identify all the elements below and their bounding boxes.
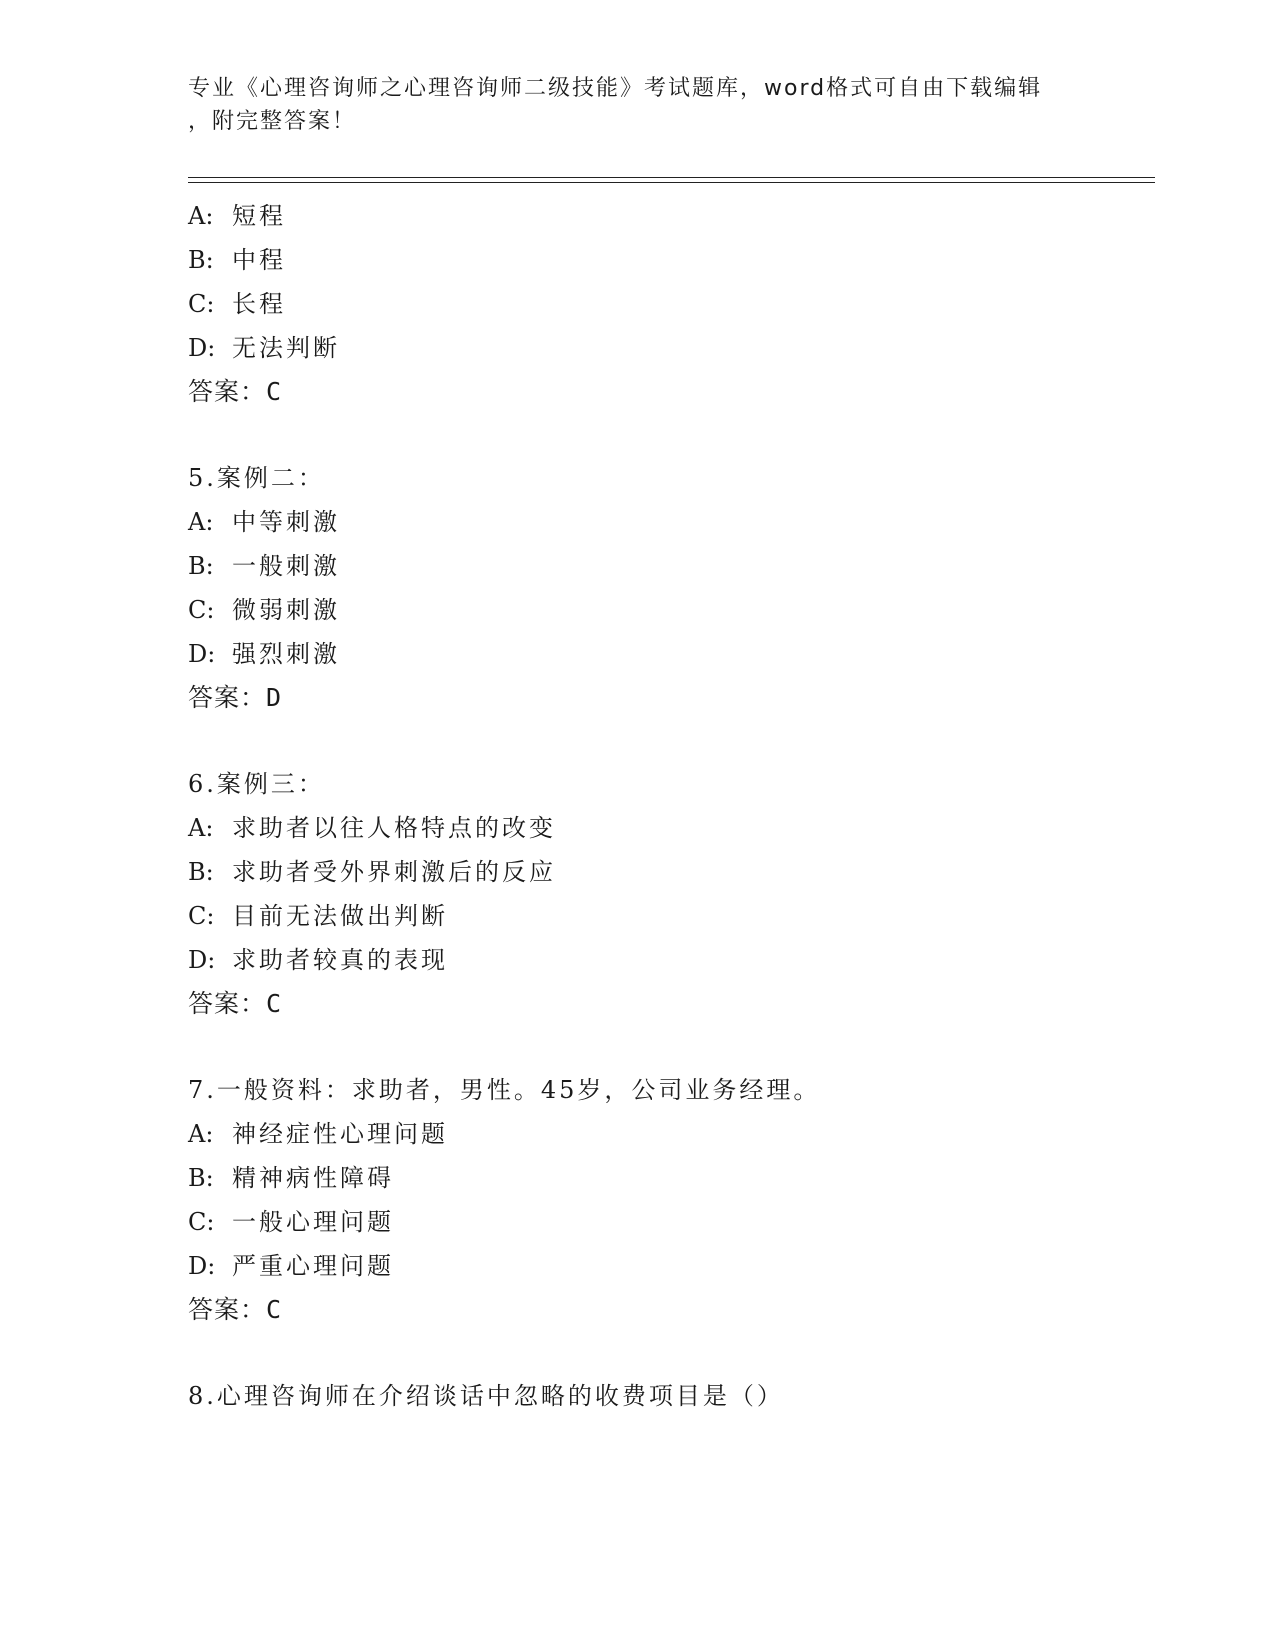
option-letter: C:	[188, 290, 215, 318]
option-letter: A:	[188, 508, 214, 536]
option-text: 强烈刺激	[232, 640, 340, 668]
option-letter: B:	[188, 246, 214, 274]
option-letter: D:	[188, 1252, 216, 1280]
answer-label: 答案：	[188, 989, 267, 1018]
answer-7	[188, 1290, 282, 1326]
answer-label: 答案：	[188, 377, 267, 406]
option-4b	[188, 240, 286, 275]
option-text: 短程	[232, 202, 286, 230]
option-4c	[188, 284, 286, 319]
option-text: 神经症性心理问题	[232, 1120, 448, 1148]
answer-value: C	[266, 989, 283, 1018]
option-7b	[188, 1158, 394, 1193]
option-letter: C:	[188, 902, 215, 930]
answer-value: C	[266, 377, 283, 406]
option-4a	[188, 196, 286, 231]
answer-5	[188, 678, 282, 714]
header-rule-bottom	[188, 182, 1155, 183]
option-5d	[188, 634, 340, 669]
option-text: 严重心理问题	[232, 1252, 394, 1280]
option-text: 目前无法做出判断	[232, 902, 448, 930]
option-4d	[188, 328, 340, 363]
option-letter: A:	[188, 814, 214, 842]
option-6b	[188, 852, 556, 887]
option-text: 求助者较真的表现	[232, 946, 448, 974]
answer-4	[188, 372, 282, 408]
option-letter: D:	[188, 640, 216, 668]
option-5b	[188, 546, 340, 581]
question-7: 7.一般资料：求助者，男性。45岁，公司业务经理。	[188, 1076, 821, 1104]
option-letter: A:	[188, 202, 214, 230]
option-letter: C:	[188, 596, 215, 624]
option-text: 中等刺激	[232, 508, 340, 536]
option-text: 一般心理问题	[232, 1208, 394, 1236]
option-letter: D:	[188, 946, 216, 974]
option-letter: B:	[188, 1164, 214, 1192]
option-text: 中程	[232, 246, 286, 274]
answer-value: D	[266, 683, 283, 712]
question-5: 5.案例二：	[188, 464, 325, 492]
option-7a	[188, 1114, 448, 1149]
option-7c	[188, 1202, 394, 1237]
question-8: 8.心理咨询师在介绍谈话中忽略的收费项目是（）	[188, 1382, 784, 1410]
option-letter: C:	[188, 1208, 215, 1236]
option-letter: D:	[188, 334, 216, 362]
option-5c	[188, 590, 340, 625]
option-6c	[188, 896, 448, 931]
option-7d	[188, 1246, 394, 1281]
answer-label: 答案：	[188, 1295, 267, 1324]
option-6d	[188, 940, 448, 975]
option-letter: A:	[188, 1120, 214, 1148]
option-text: 精神病性障碍	[232, 1164, 394, 1192]
answer-label: 答案：	[188, 683, 267, 712]
header-line-1: 专业《心理咨询师之心理咨询师二级技能》考试题库，word格式可自由下载编辑	[188, 76, 1043, 101]
header-line-2: ，附完整答案！	[188, 109, 357, 134]
option-5a	[188, 502, 340, 537]
option-text: 无法判断	[232, 334, 340, 362]
answer-6	[188, 984, 282, 1020]
option-text: 长程	[232, 290, 286, 318]
option-6a	[188, 808, 556, 843]
document-header	[188, 72, 1088, 138]
answer-value: C	[266, 1295, 283, 1324]
option-letter: B:	[188, 858, 214, 886]
option-text: 一般刺激	[232, 552, 340, 580]
option-text: 求助者以往人格特点的改变	[232, 814, 556, 842]
option-text: 微弱刺激	[232, 596, 340, 624]
question-6: 6.案例三：	[188, 770, 325, 798]
option-letter: B:	[188, 552, 214, 580]
header-rule-top	[188, 177, 1155, 178]
option-text: 求助者受外界刺激后的反应	[232, 858, 556, 886]
